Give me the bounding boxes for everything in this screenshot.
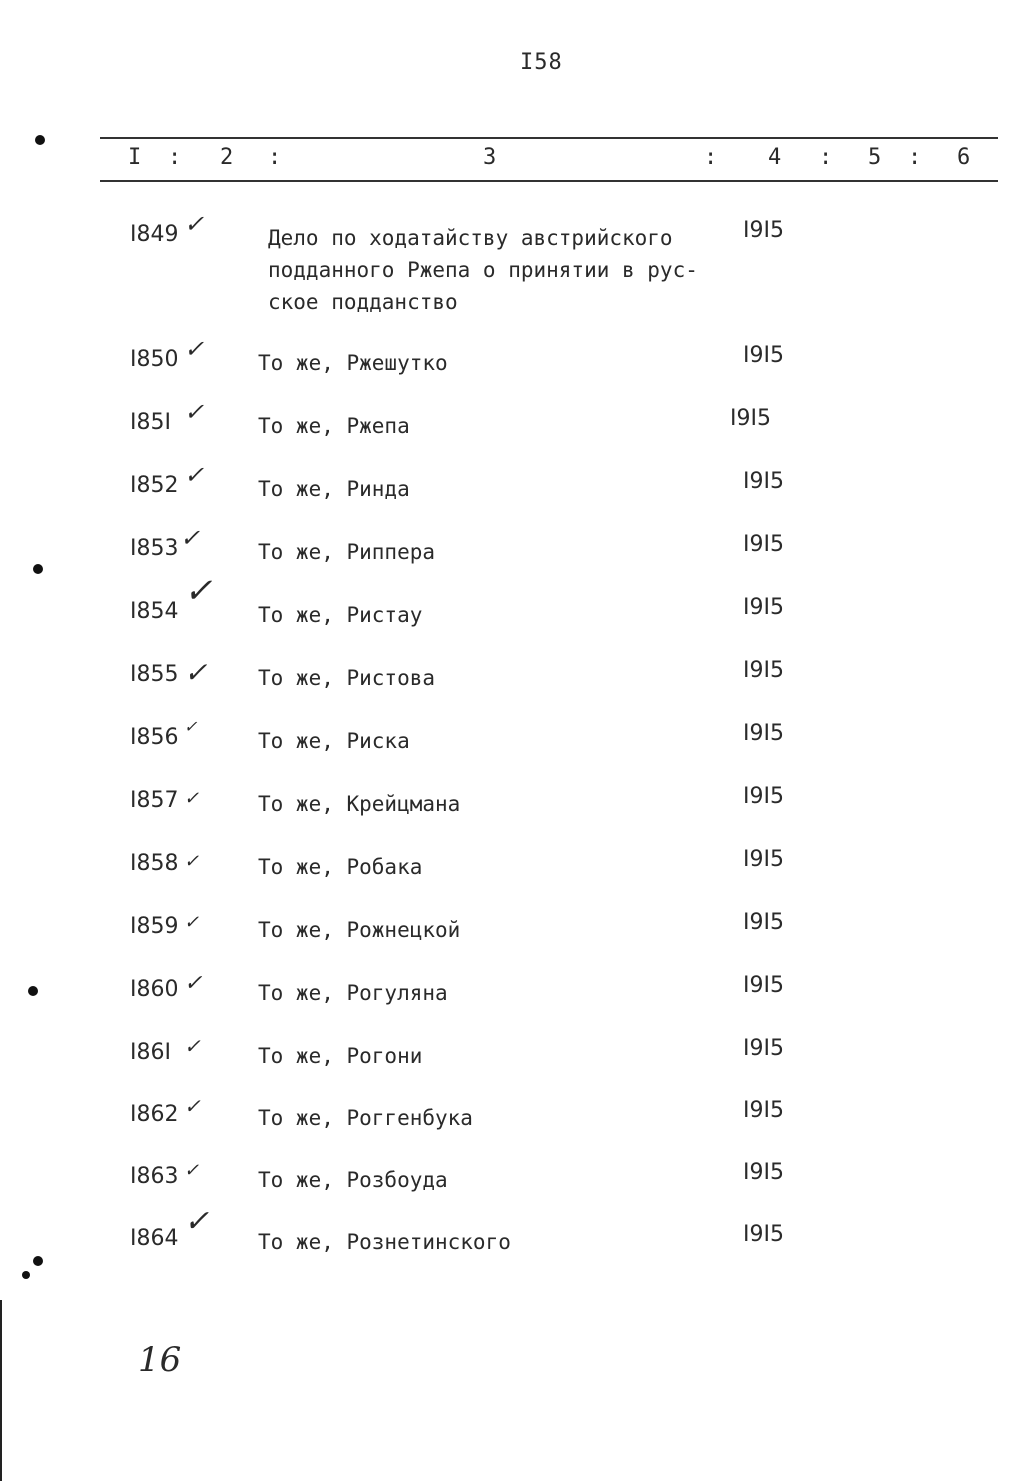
checkmark-icon: ✓ (184, 971, 203, 996)
case-number: I85I (130, 410, 171, 435)
case-description: То же, Рознетинского (258, 1230, 511, 1254)
checkmark-icon: ✓ (184, 1204, 210, 1239)
case-description: То же, Ржепа (258, 414, 410, 438)
checkmark-icon: ✓ (184, 851, 200, 872)
checkmark-icon: ✓ (184, 1034, 201, 1058)
checkmark-icon: ✓ (184, 1094, 201, 1118)
table-row (0, 210, 1024, 314)
column-separator: : (168, 145, 182, 170)
punch-hole-mark (33, 1256, 43, 1266)
case-description: То же, Крейцмана (258, 792, 461, 816)
case-description: То же, Ристова (258, 666, 436, 690)
case-number: I856 (130, 725, 179, 750)
handwritten-note: 16 (138, 1340, 182, 1380)
punch-hole-mark (35, 135, 45, 145)
column-header-5: 5 (868, 145, 882, 170)
page-edge-line (0, 1300, 2, 1481)
case-number: I864 (130, 1226, 179, 1251)
case-number: I849 (130, 222, 179, 247)
case-description: Дело по ходатайству австрийского подданного Ржепа о принятии в рус- ское подданство (268, 226, 698, 314)
case-description: То же, Ристау (258, 603, 423, 627)
case-year: I9I5 (743, 784, 784, 809)
case-number: I857 (130, 788, 179, 813)
case-year: I9I5 (743, 1036, 784, 1061)
case-number: I855 (130, 662, 179, 687)
case-description: То же, Рогони (258, 1044, 423, 1068)
case-description: То же, Риска (258, 729, 410, 753)
table-row (0, 717, 1024, 785)
column-separator: : (819, 145, 833, 170)
table-row (0, 971, 1024, 1037)
punch-hole-mark (22, 1271, 30, 1279)
checkmark-icon: ✓ (184, 1160, 200, 1181)
column-separator: : (704, 145, 718, 170)
case-year: I9I5 (743, 1160, 784, 1185)
case-description: То же, Ринда (258, 477, 410, 501)
checkmark-icon: ✓ (184, 912, 200, 933)
table-row (0, 461, 1024, 533)
case-number: I850 (130, 347, 179, 372)
punch-hole-mark (33, 564, 43, 574)
case-year: I9I5 (743, 658, 784, 683)
case-number: I860 (130, 977, 179, 1002)
case-number: I854 (130, 599, 179, 624)
checkmark-icon: ✓ (184, 717, 198, 736)
checkmark-icon: ✓ (184, 656, 208, 689)
checkmark-icon: ✓ (184, 335, 205, 363)
header-rule-bottom (100, 180, 998, 182)
case-number: I859 (130, 914, 179, 939)
table-row (0, 847, 1024, 911)
case-description: То же, Ржешутко (258, 351, 448, 375)
case-description: То же, Роггенбука (258, 1106, 473, 1130)
case-year: I9I5 (743, 847, 784, 872)
table-row (0, 524, 1024, 596)
table-row (0, 656, 1024, 722)
case-number: I863 (130, 1164, 179, 1189)
checkmark-icon: ✓ (180, 524, 201, 552)
checkmark-icon: ✓ (184, 398, 205, 426)
table-row (0, 784, 1024, 848)
column-header-4: 4 (768, 145, 782, 170)
case-year: I9I5 (743, 343, 784, 368)
table-row (0, 1094, 1024, 1162)
column-header-2: 2 (220, 145, 234, 170)
punch-hole-mark (28, 986, 38, 996)
case-year: I9I5 (743, 469, 784, 494)
case-number: I853 (130, 536, 179, 561)
checkmark-icon: ✓ (184, 788, 200, 809)
column-header-1: I (128, 145, 142, 170)
case-year: I9I5 (743, 532, 784, 557)
case-number: I858 (130, 851, 179, 876)
case-year: I9I5 (743, 1098, 784, 1123)
case-description: То же, Робака (258, 855, 423, 879)
case-description: То же, Розбоуда (258, 1168, 448, 1192)
table-row (0, 910, 1024, 974)
case-number: I852 (130, 473, 179, 498)
table-row (0, 571, 1024, 659)
case-year: I9I5 (743, 973, 784, 998)
column-separator: : (268, 145, 282, 170)
checkmark-icon: ✓ (184, 571, 213, 611)
table-row (0, 335, 1024, 407)
case-number: I86I (130, 1040, 171, 1065)
table-row (0, 1034, 1024, 1100)
page-number: I58 (520, 50, 563, 75)
header-rule-top (100, 137, 998, 139)
case-year: I9I5 (743, 1222, 784, 1247)
case-year: I9I5 (743, 910, 784, 935)
case-year: I9I5 (730, 406, 771, 431)
column-header-3: 3 (483, 145, 497, 170)
case-description: То же, Риппера (258, 540, 436, 564)
table-row (0, 398, 1024, 470)
table-row (0, 1204, 1024, 1286)
column-header-6: 6 (957, 145, 971, 170)
checkmark-icon: ✓ (184, 210, 205, 238)
checkmark-icon: ✓ (184, 461, 205, 489)
case-description: То же, Рожнецкой (258, 918, 461, 942)
case-year: I9I5 (743, 218, 784, 243)
column-separator: : (908, 145, 922, 170)
case-description: То же, Рогуляна (258, 981, 448, 1005)
case-year: I9I5 (743, 595, 784, 620)
case-number: I862 (130, 1102, 179, 1127)
case-year: I9I5 (743, 721, 784, 746)
table-row (0, 1160, 1024, 1224)
